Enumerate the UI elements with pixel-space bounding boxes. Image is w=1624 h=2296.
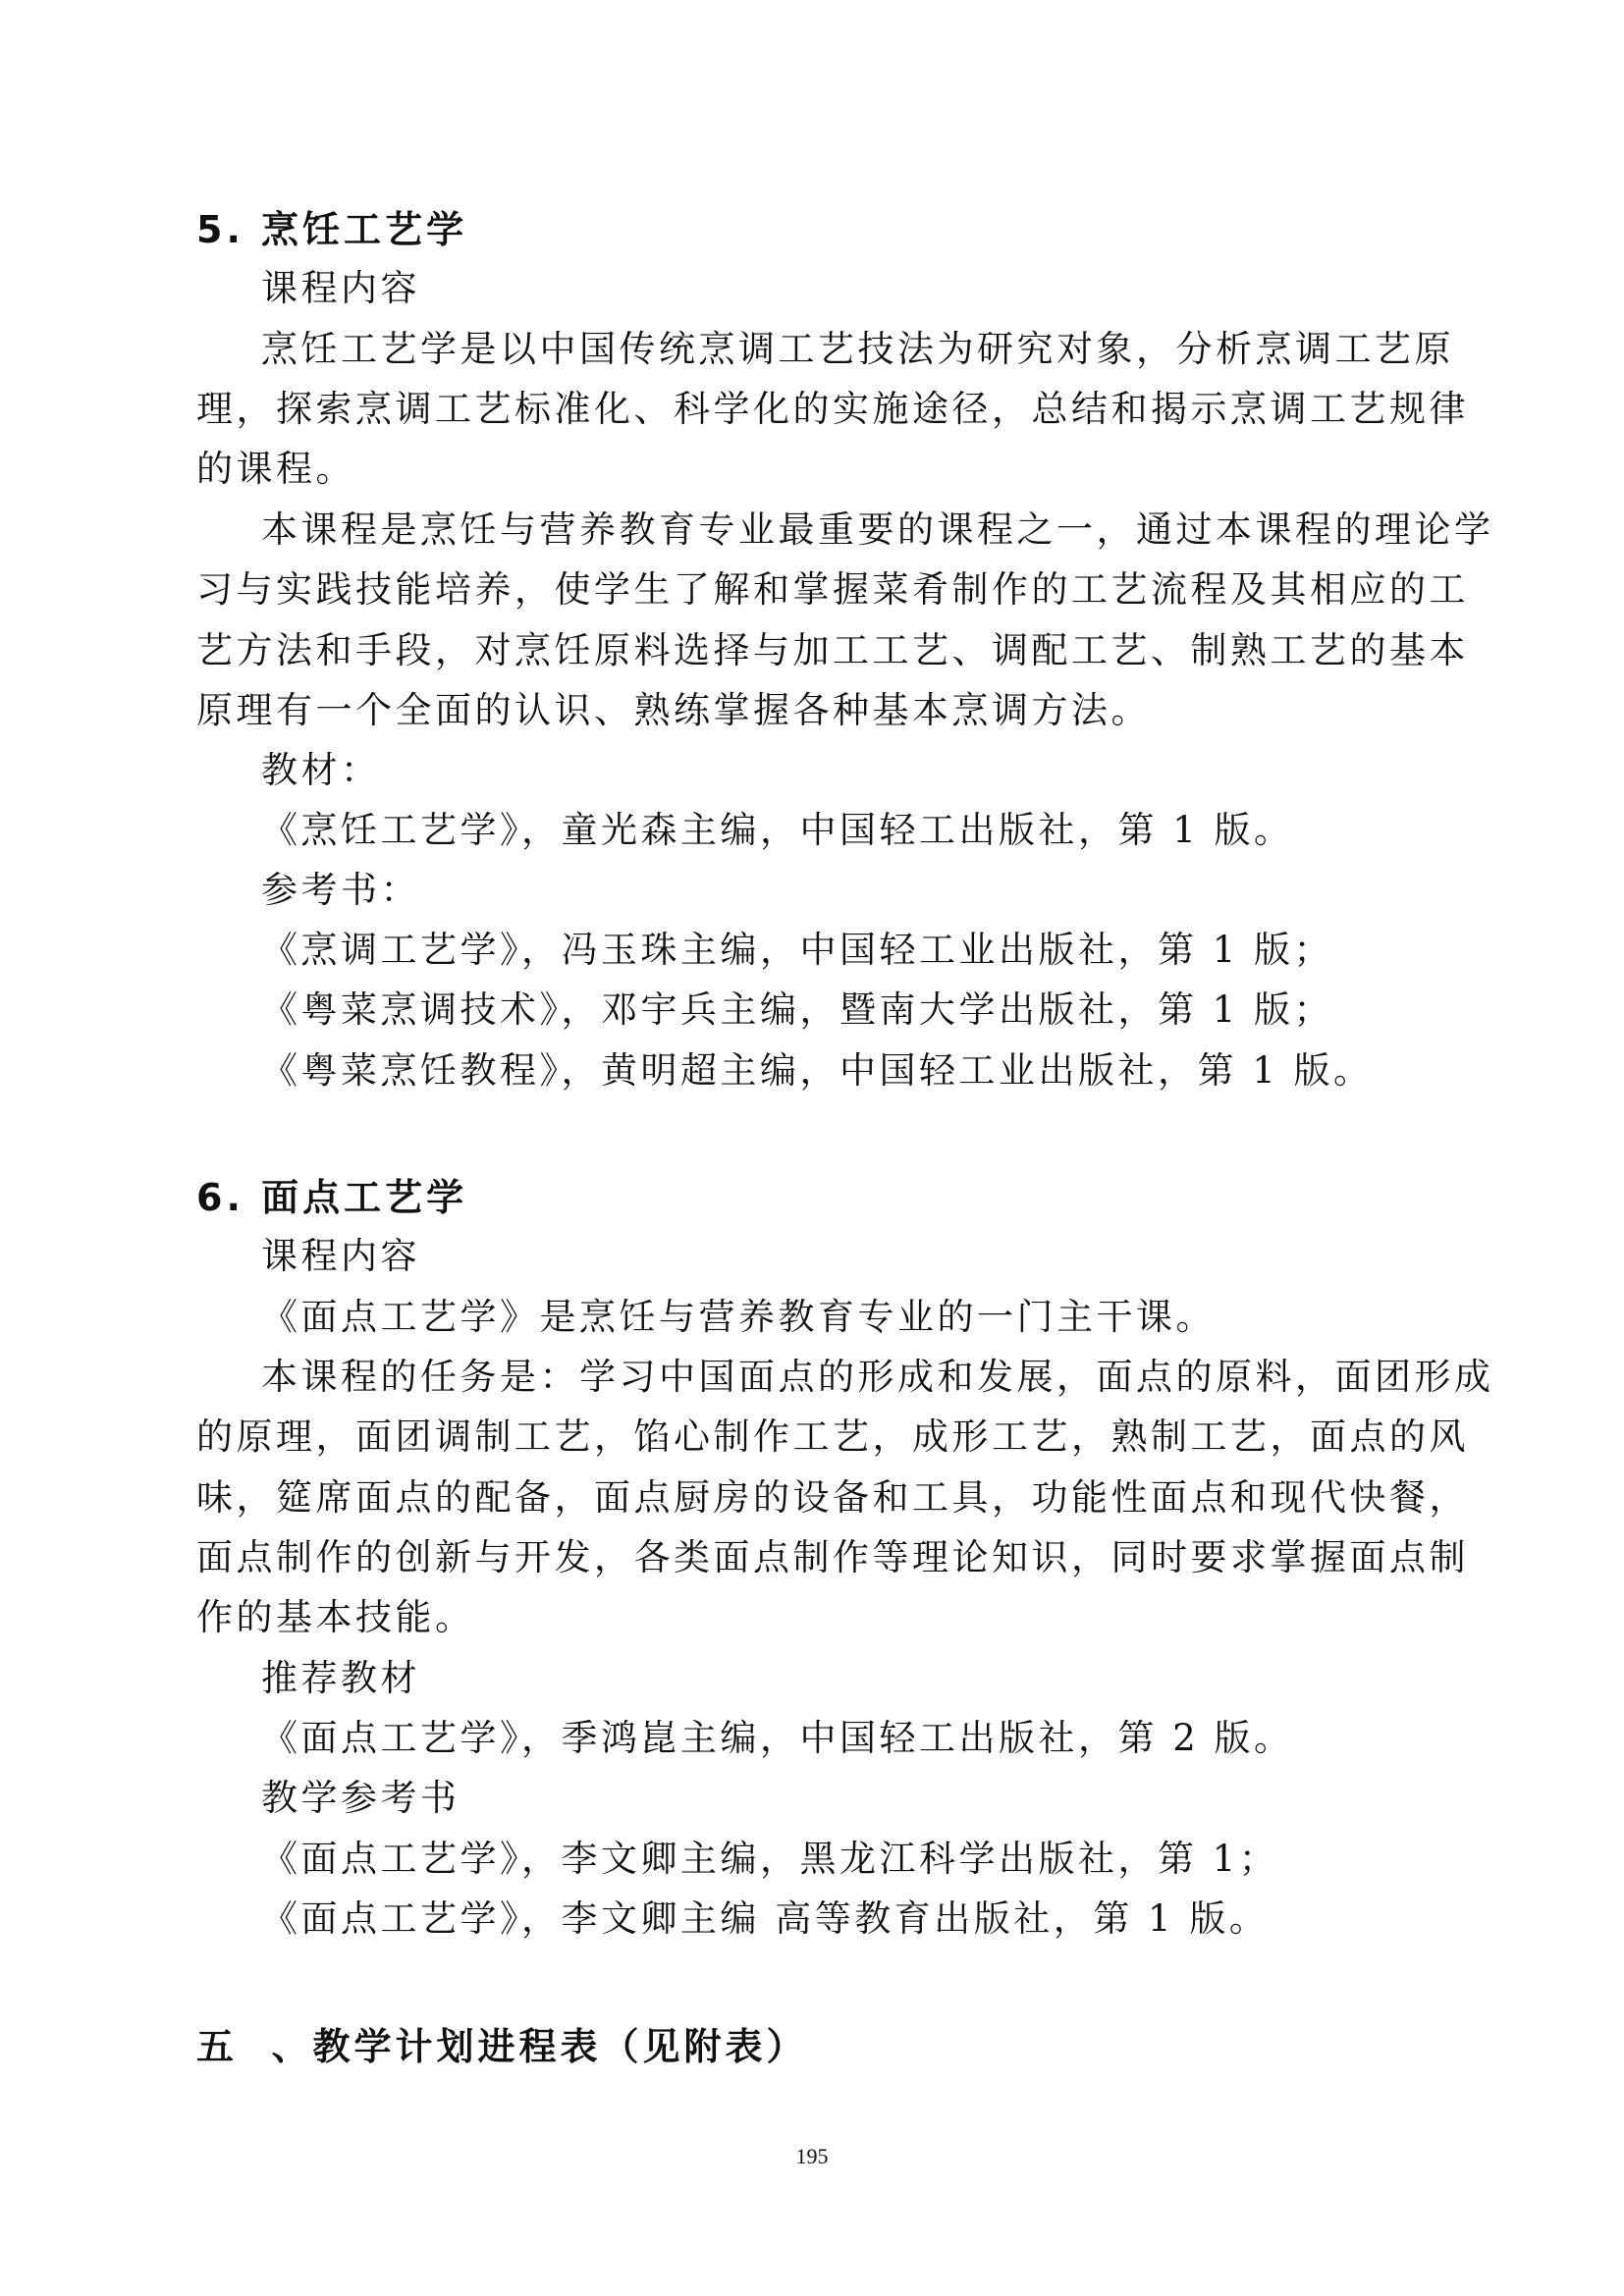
section-6-para1: 《面点工艺学》是烹饪与营养教育专业的一门主干课。: [261, 1296, 1216, 1338]
section-5-reference-3: 《粤菜烹饪教程》，黄明超主编，中国轻工业出版社，第 1 版。: [261, 1049, 1374, 1092]
section-5-textbook-label: 教材：: [261, 749, 381, 791]
section-5-reference-label: 参考书：: [261, 869, 420, 911]
section-5-para1-line2: 理，探索烹调工艺标准化、科学化的实施途径，总结和揭示烹调工艺规律: [196, 388, 1469, 430]
section-5-course-content-label: 课程内容: [261, 267, 420, 309]
section-6-textbook: 《面点工艺学》，季鸿崑主编，中国轻工出版社，第 2 版。: [261, 1717, 1294, 1759]
section-6-para2-line5: 作的基本技能。: [196, 1596, 475, 1638]
section-6-reference-2: 《面点工艺学》，李文卿主编 高等教育出版社，第 1 版。: [261, 1897, 1270, 1940]
section-6-textbook-label: 推荐教材: [261, 1657, 420, 1699]
page-number: 195: [795, 2144, 829, 2168]
section-5-para2-line1: 本课程是烹饪与营养教育专业最重要的课程之一，通过本课程的理论学: [261, 508, 1494, 551]
section-5-reference-2: 《粤菜烹调技术》，邓宇兵主编，暨南大学出版社，第 1 版；: [261, 988, 1334, 1031]
section-6-para2-line1: 本课程的任务是：学习中国面点的形成和发展，面点的原料，面团形成: [261, 1356, 1494, 1398]
section-6-para2-line3: 味，筵席面点的配备，面点厨房的设备和工具，功能性面点和现代快餐，: [196, 1476, 1469, 1519]
section-6-reference-1: 《面点工艺学》，李文卿主编，黑龙江科学出版社，第 1；: [261, 1838, 1279, 1880]
section-5-para2-line3: 艺方法和手段，对烹饪原料选择与加工工艺、调配工艺、制熟工艺的基本: [196, 629, 1469, 671]
section-5-para2-line4: 原理有一个全面的认识、熟练掌握各种基本烹调方法。: [196, 689, 1151, 731]
section-6-heading: 6. 面点工艺学: [196, 1176, 468, 1219]
section-5-textbook: 《烹饪工艺学》，童光森主编，中国轻工出版社，第 1 版。: [261, 809, 1294, 851]
section-6-para2-line2: 的原理，面团调制工艺，馅心制作工艺，成形工艺，熟制工艺，面点的风: [196, 1415, 1469, 1458]
section-5-para1-line3: 的课程。: [196, 448, 355, 490]
section-5-para2-line2: 习与实践技能培养，使学生了解和掌握菜肴制作的工艺流程及其相应的工: [196, 568, 1469, 611]
section-5-para1-line1: 烹饪工艺学是以中国传统烹调工艺技法为研究对象，分析烹调工艺原: [261, 328, 1454, 370]
section-6-reference-label: 教学参考书: [261, 1777, 460, 1819]
section-6-para2-line4: 面点制作的创新与开发，各类面点制作等理论知识，同时要求掌握面点制: [196, 1536, 1469, 1578]
section-five-heading: 五 、教学计划进程表（见附表）: [196, 2024, 808, 2068]
section-6-course-content-label: 课程内容: [261, 1235, 420, 1277]
section-5-heading: 5. 烹饪工艺学: [196, 208, 468, 251]
section-5-reference-1: 《烹调工艺学》，冯玉珠主编，中国轻工业出版社，第 1 版；: [261, 929, 1334, 971]
